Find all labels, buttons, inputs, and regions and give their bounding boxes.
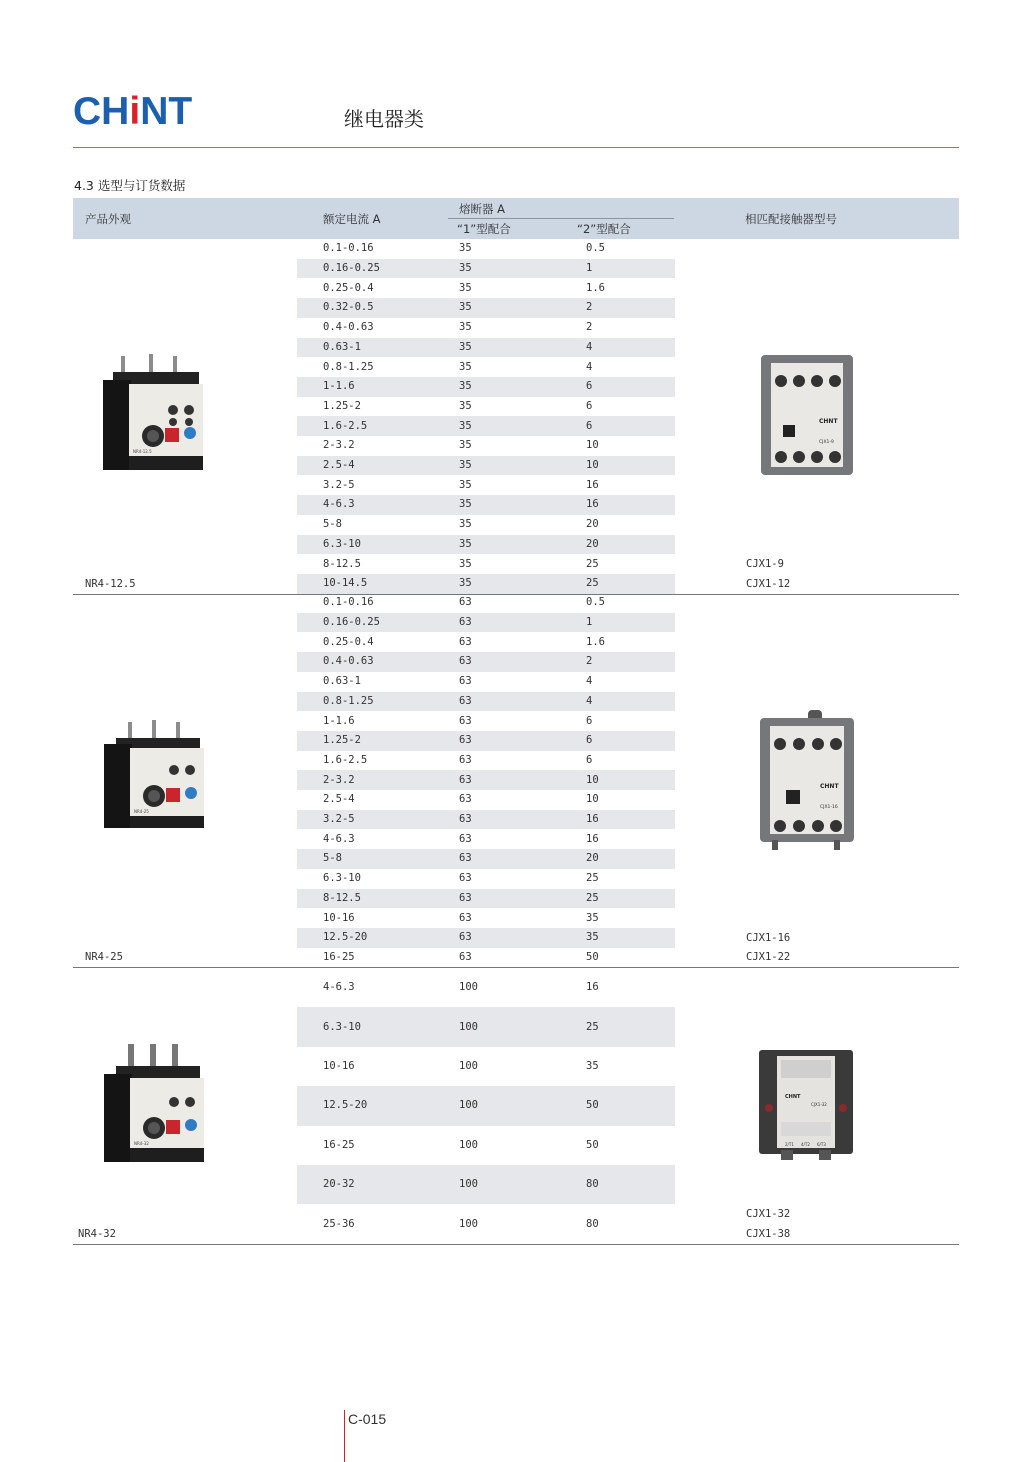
relay-base xyxy=(130,816,204,828)
fuse-type2-cell: 20 xyxy=(586,518,599,531)
group-divider xyxy=(73,1244,959,1245)
fuse-type2-cell: 25 xyxy=(586,872,599,885)
reset-button xyxy=(166,1120,180,1134)
terminal-screw xyxy=(793,820,805,832)
relay-base xyxy=(130,1148,204,1162)
rated-current-cell: 0.63-1 xyxy=(323,340,361,353)
relay-base xyxy=(129,456,203,470)
rated-current-cell: 0.63-1 xyxy=(323,675,361,688)
rated-current-cell: 4-6.3 xyxy=(323,498,355,511)
fuse-type1-cell: 35 xyxy=(459,380,472,393)
fuse-type2-cell: 25 xyxy=(586,577,599,590)
screw xyxy=(169,418,177,426)
fuse-type2-cell: 2 xyxy=(586,301,593,314)
contactor-badge: CJX1-16 xyxy=(820,805,838,810)
fuse-type1-cell: 63 xyxy=(459,852,472,865)
rated-current-cell: 0.1-0.16 xyxy=(323,242,374,255)
rated-current-cell: 10-16 xyxy=(323,911,355,924)
fuse-type1-cell: 63 xyxy=(459,694,472,707)
dial-center xyxy=(148,1122,160,1134)
brand-mark: CHNT xyxy=(820,783,839,790)
rated-current-cell: 5-8 xyxy=(323,518,342,531)
rated-current-cell: 1.6-2.5 xyxy=(323,419,368,432)
rating-label xyxy=(781,1122,831,1136)
fuse-type1-cell: 63 xyxy=(459,872,472,885)
screw xyxy=(169,1097,179,1107)
rated-current-cell: 0.8-1.25 xyxy=(323,694,374,707)
fuse-type1-cell: 35 xyxy=(459,557,472,570)
fuse-type1-cell: 35 xyxy=(459,301,472,314)
fuse-type2-cell: 35 xyxy=(586,1060,599,1072)
rated-current-cell: 0.8-1.25 xyxy=(323,360,374,373)
fuse-type1-cell: 35 xyxy=(459,577,472,590)
fuse-type2-cell: 6 xyxy=(586,399,593,412)
rated-current-cell: 12.5-20 xyxy=(323,931,368,944)
terminal-screw xyxy=(811,375,823,387)
col-fuse: 熔断器 A xyxy=(459,202,506,216)
fuse-type2-cell: 4 xyxy=(586,340,593,353)
brand-logo: CHiNT xyxy=(73,90,193,133)
terminal-screw xyxy=(812,738,824,750)
fuse-type1-cell: 63 xyxy=(459,793,472,806)
terminal-label: 4/T2 xyxy=(801,1142,810,1147)
col-rated-current: 额定电流 A xyxy=(323,212,381,226)
terminal-screw xyxy=(774,820,786,832)
fuse-type2-cell: 1.6 xyxy=(586,635,605,648)
rated-current-cell: 0.4-0.63 xyxy=(323,321,374,334)
fuse-type2-cell: 1 xyxy=(586,262,593,275)
relay-nr4-12-5-photo xyxy=(99,352,207,476)
rated-current-cell: 2.5-4 xyxy=(323,793,355,806)
fuse-type2-cell: 80 xyxy=(586,1178,599,1191)
rated-current-cell: 4-6.3 xyxy=(323,981,355,994)
terminal-label: 6/T3 xyxy=(817,1142,826,1147)
fuse-type2-cell: 4 xyxy=(586,360,593,373)
section-title: 4.3 选型与订货数据 xyxy=(74,178,186,193)
fuse-type2-cell: 50 xyxy=(586,1099,599,1112)
rated-current-cell: 0.32-0.5 xyxy=(323,301,374,314)
fuse-type1-cell: 63 xyxy=(459,753,472,766)
product-model: NR4-25 xyxy=(85,951,123,964)
fuse-type1-cell: 35 xyxy=(459,321,472,334)
page-number: C-015 xyxy=(348,1411,387,1427)
rated-current-cell: 25-36 xyxy=(323,1217,355,1230)
rated-current-cell: 16-25 xyxy=(323,1138,355,1151)
fuse-type1-cell: 63 xyxy=(459,773,472,786)
matched-contactor: CJX1-12 xyxy=(746,577,791,590)
fuse-type1-cell: 63 xyxy=(459,950,472,963)
relay-nr4-25-photo xyxy=(100,718,208,832)
fuse-type1-cell: 63 xyxy=(459,635,472,648)
fuse-type2-cell: 80 xyxy=(586,1217,599,1230)
rated-current-cell: 4-6.3 xyxy=(323,832,355,845)
relay-model-label: NR4-25 xyxy=(134,809,149,814)
fuse-type2-cell: 16 xyxy=(586,498,599,511)
side-indicator xyxy=(839,1104,847,1112)
test-button xyxy=(184,427,196,439)
contactor-cjx1-9-photo xyxy=(759,351,855,479)
fuse-type1-cell: 35 xyxy=(459,399,472,412)
contactor-indicator xyxy=(786,790,800,804)
col-appearance: 产品外观 xyxy=(85,212,131,226)
terminal-strip xyxy=(781,1060,831,1078)
matched-contactor: CJX1-22 xyxy=(746,951,791,964)
fuse-type1-cell: 100 xyxy=(459,1217,478,1230)
screw xyxy=(169,765,179,775)
fuse-type1-cell: 35 xyxy=(459,281,472,294)
terminal-screw xyxy=(829,375,841,387)
contactor-cjx1-16-photo xyxy=(758,710,856,852)
fuse-type1-cell: 63 xyxy=(459,734,472,747)
screw xyxy=(184,405,194,415)
terminal-screw xyxy=(811,451,823,463)
fuse-type2-cell: 50 xyxy=(586,950,599,963)
reset-button xyxy=(165,428,179,442)
terminal-screw xyxy=(830,820,842,832)
terminal-screw xyxy=(793,451,805,463)
test-button xyxy=(185,1119,197,1131)
fuse-type2-cell: 1.6 xyxy=(586,281,605,294)
screw xyxy=(185,418,193,426)
fuse-type2-cell: 16 xyxy=(586,981,599,994)
contactor-indicator xyxy=(783,425,795,437)
rated-current-cell: 0.1-0.16 xyxy=(323,596,374,609)
col-type2: “2”型配合 xyxy=(577,222,631,236)
dial-center xyxy=(147,430,159,442)
fuse-subheader-rule xyxy=(448,218,674,219)
rated-current-cell: 6.3-10 xyxy=(323,537,361,550)
rated-current-cell: 3.2-5 xyxy=(323,813,355,826)
terminal-screw xyxy=(775,451,787,463)
fuse-type2-cell: 1 xyxy=(586,616,593,629)
fuse-type2-cell: 4 xyxy=(586,675,593,688)
fuse-type2-cell: 6 xyxy=(586,753,593,766)
product-model: NR4-12.5 xyxy=(85,577,136,590)
fuse-type1-cell: 63 xyxy=(459,714,472,727)
fuse-type2-cell: 20 xyxy=(586,537,599,550)
fuse-type1-cell: 63 xyxy=(459,616,472,629)
fuse-type2-cell: 16 xyxy=(586,478,599,491)
footer-divider xyxy=(344,1410,345,1462)
terminal-screw xyxy=(829,451,841,463)
rated-current-cell: 10-14.5 xyxy=(323,577,368,590)
fuse-type2-cell: 10 xyxy=(586,439,599,452)
brand-mark: CHNT xyxy=(819,418,838,425)
test-button xyxy=(185,787,197,799)
screw xyxy=(168,405,178,415)
rated-current-cell: 12.5-20 xyxy=(323,1099,368,1112)
fuse-type1-cell: 63 xyxy=(459,675,472,688)
fuse-type1-cell: 35 xyxy=(459,419,472,432)
relay-side-housing xyxy=(104,744,132,828)
foot xyxy=(834,840,840,850)
fuse-type2-cell: 10 xyxy=(586,773,599,786)
relay-nr4-32-photo xyxy=(100,1042,208,1166)
rated-current-cell: 0.16-0.25 xyxy=(323,262,380,275)
fuse-type1-cell: 35 xyxy=(459,360,472,373)
fuse-type1-cell: 35 xyxy=(459,518,472,531)
fuse-type1-cell: 100 xyxy=(459,1060,478,1072)
rated-current-cell: 1.6-2.5 xyxy=(323,753,368,766)
matched-contactor: CJX1-16 xyxy=(746,931,791,944)
rated-current-cell: 1.25-2 xyxy=(323,734,361,747)
rated-current-cell: 1-1.6 xyxy=(323,380,355,393)
screw xyxy=(185,1097,195,1107)
fuse-type2-cell: 6 xyxy=(586,419,593,432)
terminal-label: 2/T1 xyxy=(785,1142,794,1147)
fuse-type2-cell: 16 xyxy=(586,832,599,845)
terminal-screw xyxy=(774,738,786,750)
relay-side-housing xyxy=(103,380,131,470)
rated-current-cell: 16-25 xyxy=(323,950,355,963)
rated-current-cell: 1.25-2 xyxy=(323,399,361,412)
terminal-screw xyxy=(812,820,824,832)
category-title: 继电器类 xyxy=(344,107,424,131)
rated-current-cell: 1-1.6 xyxy=(323,714,355,727)
rated-current-cell: 0.25-0.4 xyxy=(323,635,374,648)
matched-contactor: CJX1-9 xyxy=(746,557,784,570)
fuse-type1-cell: 63 xyxy=(459,655,472,668)
fuse-type2-cell: 2 xyxy=(586,321,593,334)
fuse-type1-cell: 63 xyxy=(459,813,472,826)
side-indicator xyxy=(765,1104,773,1112)
screw xyxy=(185,765,195,775)
fuse-type1-cell: 100 xyxy=(459,981,478,994)
fuse-type1-cell: 35 xyxy=(459,262,472,275)
matched-contactor: CJX1-32 xyxy=(746,1208,791,1221)
reset-button xyxy=(166,788,180,802)
rated-current-cell: 0.25-0.4 xyxy=(323,281,374,294)
rated-current-cell: 8-12.5 xyxy=(323,557,361,570)
fuse-type1-cell: 100 xyxy=(459,1099,478,1112)
relay-side-housing xyxy=(104,1074,132,1162)
fuse-type2-cell: 6 xyxy=(586,734,593,747)
fuse-type1-cell: 35 xyxy=(459,439,472,452)
fuse-type1-cell: 63 xyxy=(459,931,472,944)
fuse-type2-cell: 25 xyxy=(586,557,599,570)
relay-model-label: NR4-32 xyxy=(134,1141,149,1146)
fuse-type1-cell: 35 xyxy=(459,340,472,353)
rated-current-cell: 6.3-10 xyxy=(323,1020,361,1033)
contactor-cjx1-32-photo xyxy=(755,1046,857,1164)
rated-current-cell: 20-32 xyxy=(323,1178,355,1191)
fuse-type1-cell: 35 xyxy=(459,537,472,550)
fuse-type2-cell: 0.5 xyxy=(586,242,605,255)
fuse-type1-cell: 63 xyxy=(459,911,472,924)
fuse-type1-cell: 100 xyxy=(459,1138,478,1151)
foot xyxy=(772,840,778,850)
fuse-type2-cell: 6 xyxy=(586,714,593,727)
fuse-type2-cell: 6 xyxy=(586,380,593,393)
fuse-type2-cell: 35 xyxy=(586,931,599,944)
fuse-type2-cell: 20 xyxy=(586,852,599,865)
fuse-type1-cell: 100 xyxy=(459,1020,478,1033)
fuse-type1-cell: 35 xyxy=(459,478,472,491)
rated-current-cell: 2-3.2 xyxy=(323,773,355,786)
rated-current-cell: 2.5-4 xyxy=(323,459,355,472)
group-divider xyxy=(73,594,959,595)
rated-current-cell: 6.3-10 xyxy=(323,872,361,885)
rated-current-cell: 8-12.5 xyxy=(323,891,361,904)
fuse-type2-cell: 16 xyxy=(586,813,599,826)
product-model: NR4-32 xyxy=(78,1227,116,1240)
group-divider xyxy=(73,967,959,968)
fuse-type1-cell: 35 xyxy=(459,459,472,472)
row-band xyxy=(297,849,675,869)
fuse-type2-cell: 50 xyxy=(586,1138,599,1151)
contactor-badge: CJX1-9 xyxy=(819,440,834,445)
rated-current-cell: 10-16 xyxy=(323,1060,355,1072)
fuse-type2-cell: 2 xyxy=(586,655,593,668)
fuse-type2-cell: 25 xyxy=(586,891,599,904)
col-type1: “1”型配合 xyxy=(457,222,511,236)
terminal-screw xyxy=(793,375,805,387)
fuse-type1-cell: 35 xyxy=(459,242,472,255)
fuse-type1-cell: 63 xyxy=(459,596,472,609)
rated-current-cell: 2-3.2 xyxy=(323,439,355,452)
rated-current-cell: 3.2-5 xyxy=(323,478,355,491)
terminal-screw xyxy=(793,738,805,750)
brand-mark: CHNT xyxy=(785,1094,801,1100)
fuse-type1-cell: 100 xyxy=(459,1178,478,1191)
foot xyxy=(781,1150,793,1160)
col-contactor: 相匹配接触器型号 xyxy=(745,212,837,226)
fuse-type2-cell: 35 xyxy=(586,911,599,924)
fuse-type1-cell: 35 xyxy=(459,498,472,511)
rated-current-cell: 0.4-0.63 xyxy=(323,655,374,668)
dial-center xyxy=(148,790,160,802)
contactor-badge: CJX1-32 xyxy=(811,1102,827,1107)
fuse-type2-cell: 0.5 xyxy=(586,596,605,609)
fuse-type2-cell: 4 xyxy=(586,694,593,707)
fuse-type1-cell: 63 xyxy=(459,891,472,904)
foot xyxy=(819,1150,831,1160)
fuse-type2-cell: 25 xyxy=(586,1020,599,1033)
terminal-screw xyxy=(775,375,787,387)
terminal-screw xyxy=(830,738,842,750)
relay-model-label: NR4-12.5 xyxy=(133,449,152,454)
header-divider xyxy=(73,147,959,148)
matched-contactor: CJX1-38 xyxy=(746,1227,791,1240)
fuse-type1-cell: 63 xyxy=(459,832,472,845)
fuse-type2-cell: 10 xyxy=(586,459,599,472)
rated-current-cell: 5-8 xyxy=(323,852,342,865)
rated-current-cell: 0.16-0.25 xyxy=(323,616,380,629)
fuse-type2-cell: 10 xyxy=(586,793,599,806)
